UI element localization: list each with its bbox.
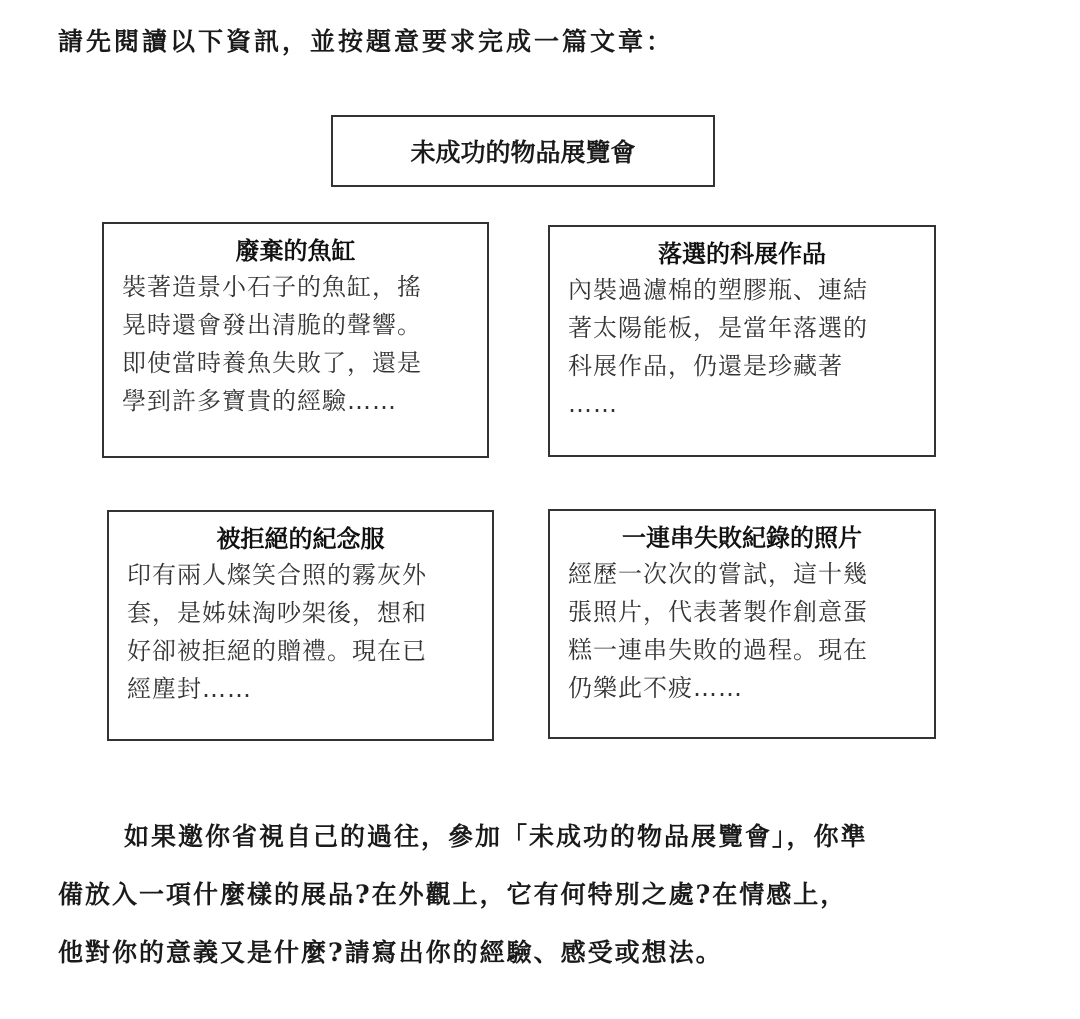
card-description <box>568 555 920 707</box>
card-line: 好卻被拒絕的贈禮。現在已 <box>127 637 427 665</box>
prompt-line: 如果邀你省視自己的過往，參加「未成功的物品展覽會」，你準 <box>124 822 868 851</box>
prompt-line: 他對你的意義又是什麼?請寫出你的經驗、感受或想法。 <box>58 938 723 967</box>
exhibition-title: 未成功的物品展覽會 <box>410 138 636 167</box>
exhibition-title-box <box>331 115 715 187</box>
exhibit-card-rejected-gift <box>107 510 494 741</box>
card-description <box>122 268 473 420</box>
card-description <box>127 556 478 708</box>
writing-prompt <box>58 808 1058 982</box>
card-line: 糕一連串失敗的過程。現在 <box>568 636 868 664</box>
card-title: 廢棄的魚缸 <box>235 237 356 265</box>
exhibit-card-fish-tank <box>102 222 489 458</box>
card-title: 被拒絕的紀念服 <box>216 525 385 553</box>
card-line: 仍樂此不疲…… <box>568 674 743 702</box>
card-line: …… <box>568 390 618 418</box>
card-line: 內裝過濾棉的塑膠瓶、連結 <box>568 276 868 304</box>
card-line: 經塵封…… <box>127 675 252 703</box>
instruction-text: 請先閱讀以下資訊，並按題意要求完成一篇文章： <box>58 27 675 56</box>
card-line: 學到許多寶貴的經驗…… <box>122 387 397 415</box>
exhibit-card-failed-photos <box>548 509 936 739</box>
exhibit-card-science-fair <box>548 225 936 457</box>
prompt-line: 備放入一項什麼樣的展品?在外觀上，它有何特別之處?在情感上， <box>58 880 848 909</box>
card-line: 晃時還會發出清脆的聲響。 <box>122 311 422 339</box>
card-description <box>568 271 920 423</box>
card-line: 著太陽能板，是當年落選的 <box>568 314 868 342</box>
card-line: 裝著造景小石子的魚缸，搖 <box>122 273 422 301</box>
card-title: 落選的科展作品 <box>658 240 826 268</box>
card-line: 印有兩人燦笑合照的霧灰外 <box>127 561 427 589</box>
card-line: 經歷一次次的嘗試，這十幾 <box>568 560 868 588</box>
card-line: 張照片，代表著製作創意蛋 <box>568 598 868 626</box>
card-line: 即使當時養魚失敗了，還是 <box>122 349 422 377</box>
card-line: 套，是姊妹淘吵架後，想和 <box>127 599 427 627</box>
card-title: 一連串失敗紀錄的照片 <box>622 524 862 552</box>
card-line: 科展作品，仍還是珍藏著 <box>568 352 843 380</box>
